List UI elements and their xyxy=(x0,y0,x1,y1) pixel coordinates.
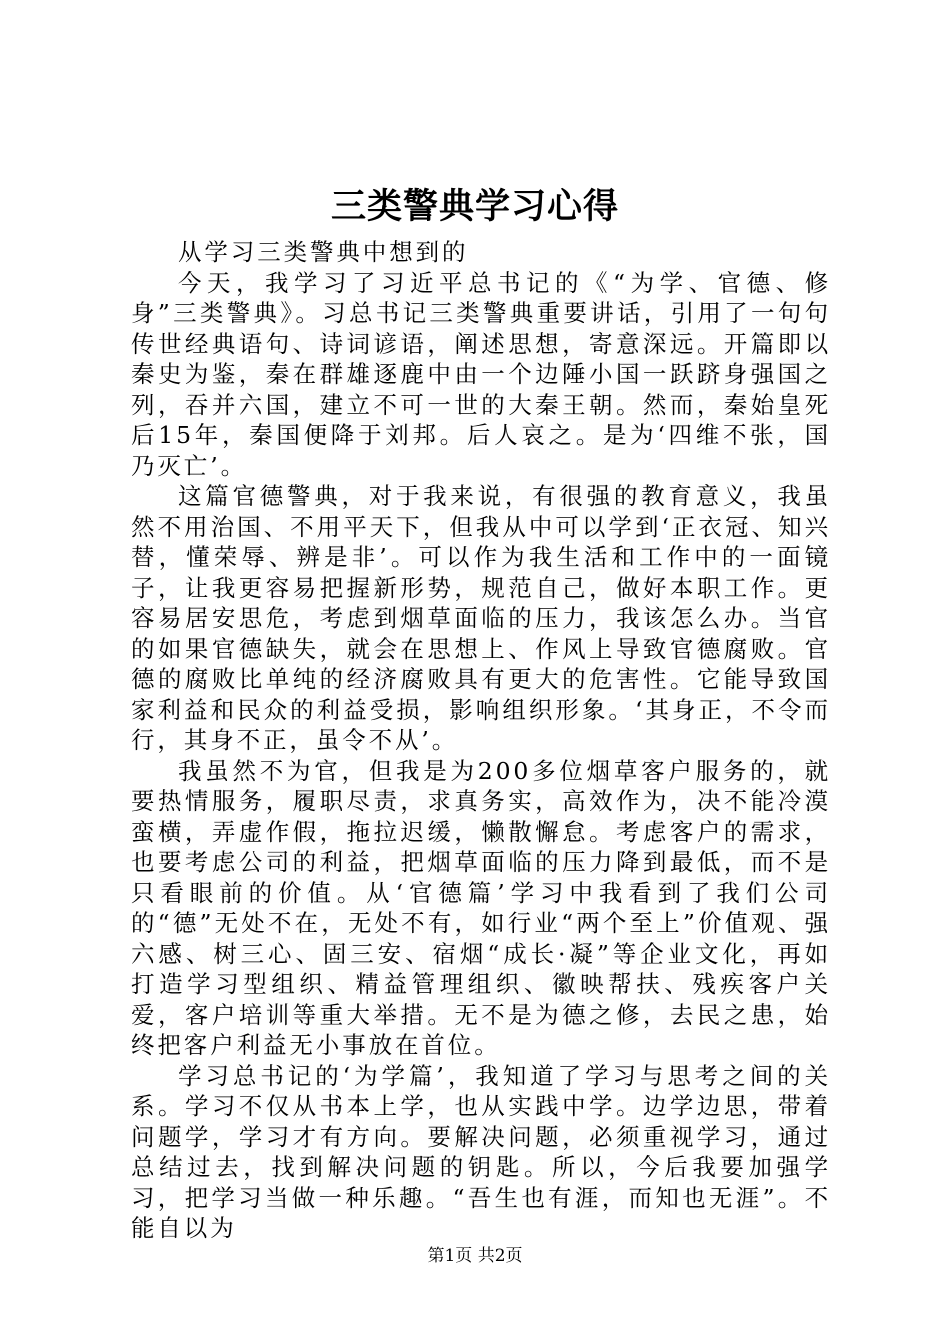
paragraph: 我虽然不为官，但我是为200多位烟草客户服务的，就要热情服务，履职尽责，求真务实，高效作为，决不能冷漠蛮横，弄虚作假，拖拉迟缓，懒散懈怠。考虑客户的需求，也要考虑公司的利益，把烟草面临的压力降到最低，而不是只看眼前的价值。从‘官德篇’学习中我看到了我们公司的“德”无处不在，无处不有，如行业“两个至上”价值观、强六感、树三心、固三安、宿烟“成长·凝”等企业文化，再如打造学习型组织、精益管理组织、徽映帮扶、残疾客户关爱，客户培训等重大举措。无不是为德之修，去民之患，始终把客户利益无小事放在首位。 xyxy=(131,756,831,1059)
paragraph: 学习总书记的‘为学篇’，我知道了学习与思考之间的关系。学习不仅从书本上学，也从实践中学。边学边思，带着问题学，学习才有方向。要解决问题，必须重视学习，通过总结过去，找到解决问题的钥匙。所以，今后我要加强学习，把学习当做一种乐趣。“吾生也有涯，而知也无涯”。不能自以为 xyxy=(131,1061,831,1242)
paragraph: 今天，我学习了习近平总书记的《“为学、官德、修身”三类警典》。习总书记三类警典重要讲话，引用了一句句传世经典语句、诗词谚语，阐述思想，寄意深远。开篇即以秦史为鉴，秦在群雄逐鹿中由一个边陲小国一跃跻身强国之列，吞并六国，建立不可一世的大秦王朝。然而，秦始皇死后15年，秦国便降于刘邦。后人哀之。是为‘四维不张，国乃灭亡’。 xyxy=(131,268,831,480)
document-title: 三类警典学习心得 xyxy=(330,186,619,227)
paragraph-subtitle: 从学习三类警典中想到的 xyxy=(178,238,469,266)
paragraph: 这篇官德警典，对于我来说，有很强的教育意义，我虽然不用治国、不用平天下，但我从中可以学到‘正衣冠、知兴替，懂荣辱、辨是非’。可以作为我生活和工作中的一面镜子，让我更容易把握新形势，规范自己，做好本职工作。更容易居安思危，考虑到烟草面临的压力，我该怎么办。当官的如果官德缺失，就会在思想上、作风上导致官德腐败。官德的腐败比单纯的经济腐败具有更大的危害性。它能导致国家利益和民众的利益受损，影响组织形象。‘其身正，不令而行，其身不正，虽令不从’。 xyxy=(131,482,831,754)
page-number-footer: 第1页 共2页 xyxy=(427,1246,523,1266)
document-body xyxy=(131,237,831,1244)
